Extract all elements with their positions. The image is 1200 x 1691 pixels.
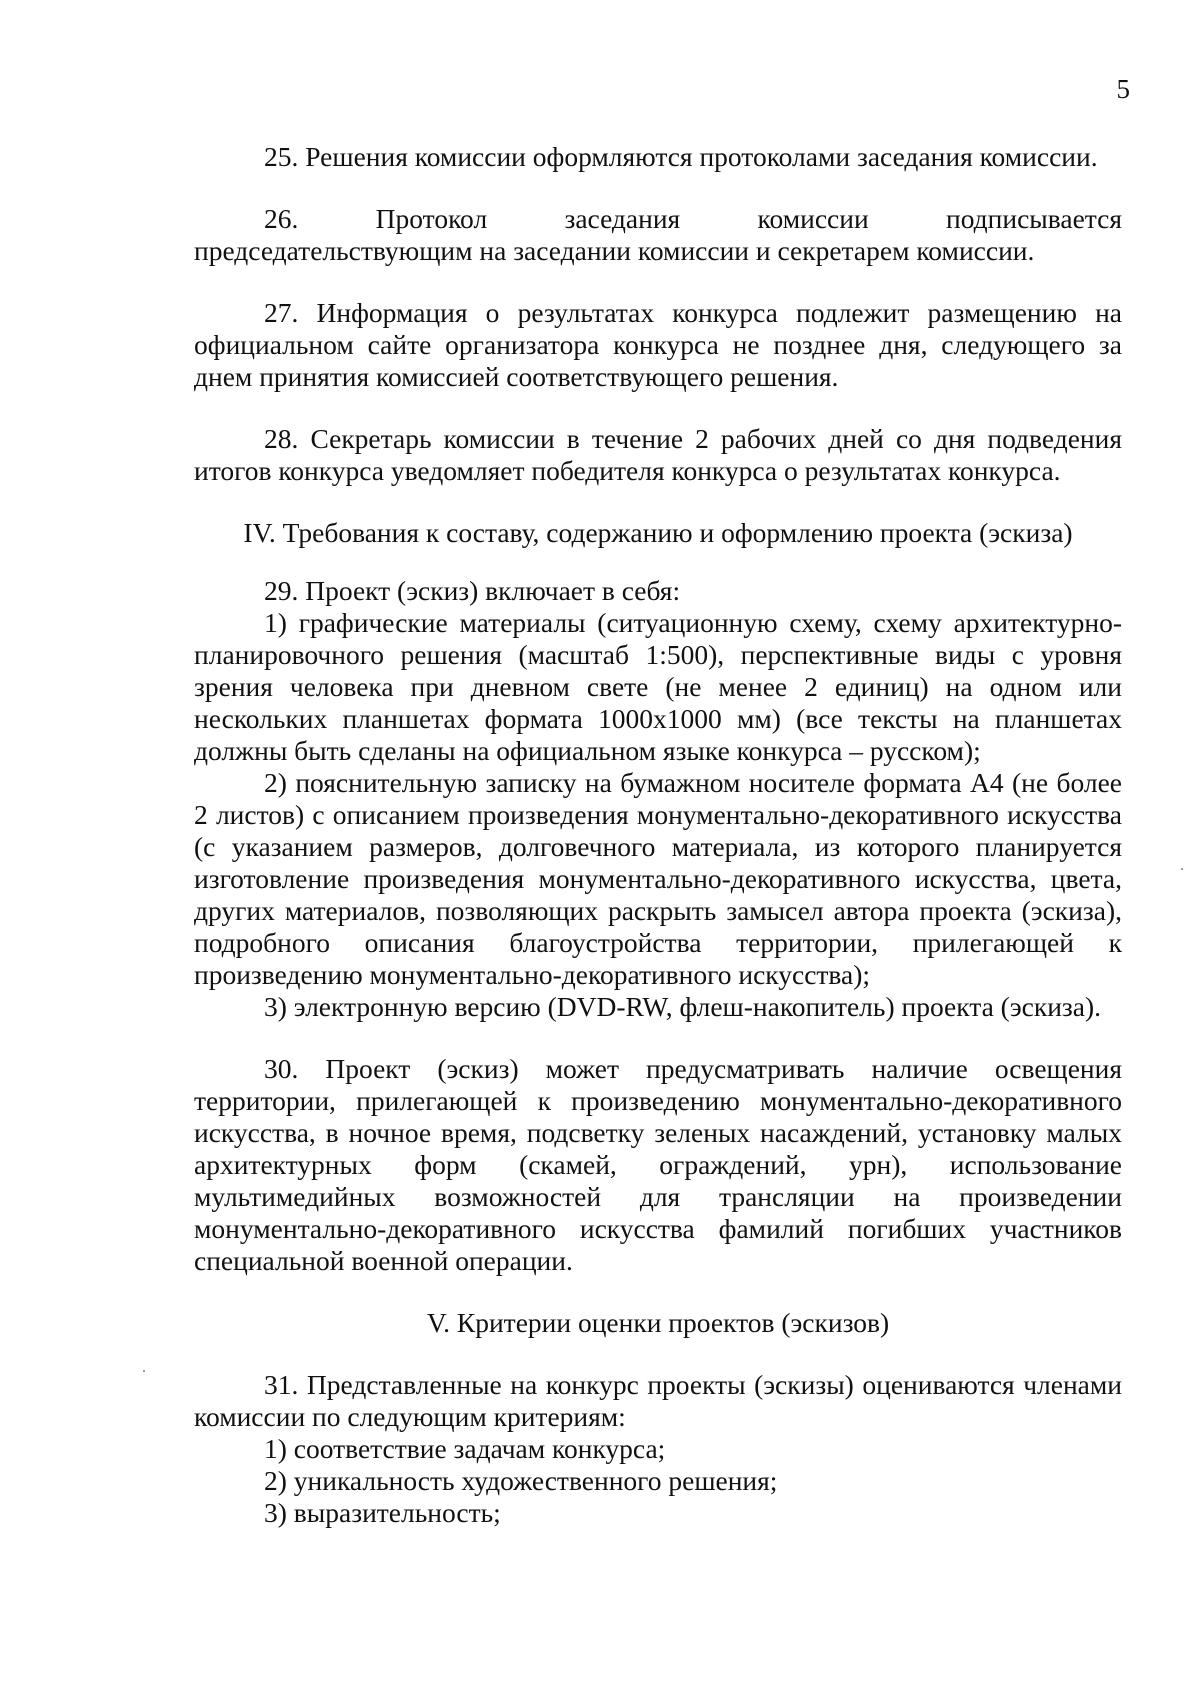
paragraph-31: 31. Представленные на конкурс проекты (эскизы) оцениваются членами комиссии по следующим критериям:	[194, 1369, 1122, 1432]
page-number: 5	[1116, 74, 1130, 104]
paragraph-30: 30. Проект (эскиз) может предусматривать наличие освещения территории, прилегающей к произведению монументально-декоративного искусства, в ночное время, подсветку зеленых насаждений, установку малых архитектурных форм (скамей, ограждений, урн), использование мультимедийных возможностей для трансляции на произведении монументально-декоративного искусства фамилий погибших участников специальной военной операции.	[194, 1053, 1122, 1276]
paragraph-28: 28. Секретарь комиссии в течение 2 рабочих дней со дня подведения итогов конкурса уведомляет победителя конкурса о результатах конкурса.	[194, 423, 1122, 486]
list-item: 1) графические материалы (ситуационную схему, схему архитектурно-планировочного решения (масштаб 1:500), перспективные виды с уровня зрения человека при дневном свете (не менее 2 единиц) на одном или нескольких планшетах формата 1000x1000 мм) (все тексты на планшетах должны быть сделаны на официальном языке конкурса – русском);	[194, 607, 1122, 766]
section-heading-v: V. Критерии оценки проектов (эскизов)	[426, 1307, 890, 1338]
paragraph-25: 25. Решения комиссии оформляются протоколами заседания комиссии.	[264, 141, 1098, 172]
list-item: 2) уникальность художественного решения;	[264, 1465, 778, 1496]
scan-speck	[143, 1370, 145, 1372]
list-item: 1) соответствие задачам конкурса;	[264, 1433, 666, 1464]
section-heading-iv: IV. Требования к составу, содержанию и оформлению проекта (эскиза)	[243, 517, 1073, 548]
list-item: 3) выразительность;	[264, 1497, 501, 1528]
document-body	[194, 141, 1122, 1529]
scan-speck	[1181, 868, 1183, 870]
paragraph-26: 26. Протокол заседания комиссии подписывается председательствующим на заседании комиссии и секретарем комиссии.	[194, 203, 1122, 266]
paragraph-29: 29. Проект (эскиз) включает в себя:	[264, 575, 681, 606]
list-item: 2) пояснительную записку на бумажном носителе формата А4 (не более 2 листов) с описанием произведения монументально-декоративного искусства (с указанием размеров, долговечного материала, из которого планируется изготовление произведения монументально-декоративного искусства, цвета, других материалов, позволяющих раскрыть замысел автора проекта (эскиза), подробного описания благоустройства территории, прилегающей к произведению монументально-декоративного искусства);	[194, 767, 1122, 990]
list-item: 3) электронную версию (DVD-RW, флеш-накопитель) проекта (эскиза).	[264, 991, 1102, 1022]
paragraph-27: 27. Информация о результатах конкурса подлежит размещению на официальном сайте организатора конкурса не позднее дня, следующего за днем принятия комиссией соответствующего решения.	[194, 297, 1122, 392]
